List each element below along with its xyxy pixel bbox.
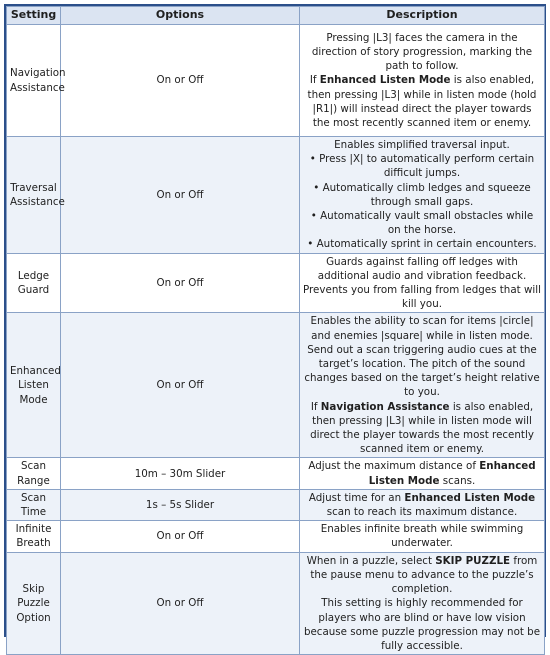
description-line: • Automatically vault small obstacles while on the horse.	[310, 210, 534, 237]
options-cell: On or Off	[61, 25, 300, 137]
header-description: Description	[300, 7, 545, 25]
header-options: Options	[61, 7, 300, 25]
setting-name-cell: Skip Puzzle Option	[7, 552, 61, 654]
description-line: Guards against falling off ledges with additional audio and vibration feedback.	[317, 255, 527, 282]
description-cell	[300, 489, 545, 520]
description-cell	[300, 458, 545, 489]
table-row	[7, 552, 545, 654]
description-line: Adjust the maximum distance of Enhanced Listen Mode scans.	[308, 460, 536, 487]
table-row	[7, 137, 545, 254]
table-header-row	[7, 7, 545, 25]
header-setting: Setting	[7, 7, 61, 25]
options-cell: On or Off	[61, 521, 300, 552]
options-cell: 1s – 5s Slider	[61, 489, 300, 520]
description-line: Enables infinite breath while swimming underwater.	[320, 523, 524, 550]
description-line: Enables the ability to scan for items |circle| and enemies |square| while in listen mode.	[310, 315, 534, 342]
settings-table-frame	[4, 4, 546, 652]
table-body	[7, 25, 545, 655]
description-line: Prevents you from falling from ledges that will kill you.	[303, 284, 541, 311]
setting-name-cell: Scan Time	[7, 489, 61, 520]
description-cell	[300, 313, 545, 458]
description-line: If Enhanced Listen Mode is also enabled, then pressing |L3| while in listen mode (hold |R1|) will instead direct the player towards the most recently scanned item or enemy.	[307, 74, 537, 129]
options-cell: On or Off	[61, 253, 300, 313]
description-line: If Navigation Assistance is also enabled, then pressing |L3| while in listen mode will direct the player towards the most recently scanned item or enemy.	[310, 400, 534, 456]
description-line: Pressing |L3| faces the camera in the direction of story progression, marking the path to follow.	[311, 31, 533, 73]
table-row	[7, 521, 545, 552]
options-cell: On or Off	[61, 552, 300, 654]
accessibility-settings-table	[6, 6, 545, 655]
setting-name-cell: Ledge Guard	[7, 253, 61, 313]
setting-name-cell: Infinite Breath	[7, 521, 61, 552]
description-line: • Automatically sprint in certain encounters.	[307, 238, 537, 251]
description-cell	[300, 253, 545, 313]
table-row	[7, 313, 545, 458]
description-cell	[300, 137, 545, 254]
setting-name-cell: Scan Range	[7, 458, 61, 489]
description-cell	[300, 521, 545, 552]
description-cell	[300, 25, 545, 137]
description-line: • Press |X| to automatically perform certain difficult jumps.	[309, 153, 535, 180]
description-line: Send out a scan triggering audio cues at the target’s location. The pitch of the sound changes based on the target’s height relative to you.	[304, 343, 540, 399]
description-line: When in a puzzle, select SKIP PUZZLE from the pause menu to advance to the puzzle’s completion.	[306, 554, 538, 596]
description-line: This setting is highly recommended for players who are blind or have low vision because some puzzle progression may not be fully accessible.	[303, 597, 541, 652]
description-line: • Automatically climb ledges and squeeze through small gaps.	[313, 181, 531, 208]
setting-name-cell: Navigation Assistance	[7, 25, 61, 137]
table-row	[7, 489, 545, 520]
table-row	[7, 253, 545, 313]
options-cell: On or Off	[61, 137, 300, 254]
table-row	[7, 458, 545, 489]
description-line: Enables simplified traversal input.	[334, 139, 510, 151]
options-cell: On or Off	[61, 313, 300, 458]
options-cell: 10m – 30m Slider	[61, 458, 300, 489]
table-row	[7, 25, 545, 137]
description-cell	[300, 552, 545, 654]
setting-name-cell: Enhanced Listen Mode	[7, 313, 61, 458]
description-line: Adjust time for an Enhanced Listen Mode scan to reach its maximum distance.	[308, 491, 536, 519]
setting-name-cell: Traversal Assistance	[7, 137, 61, 254]
